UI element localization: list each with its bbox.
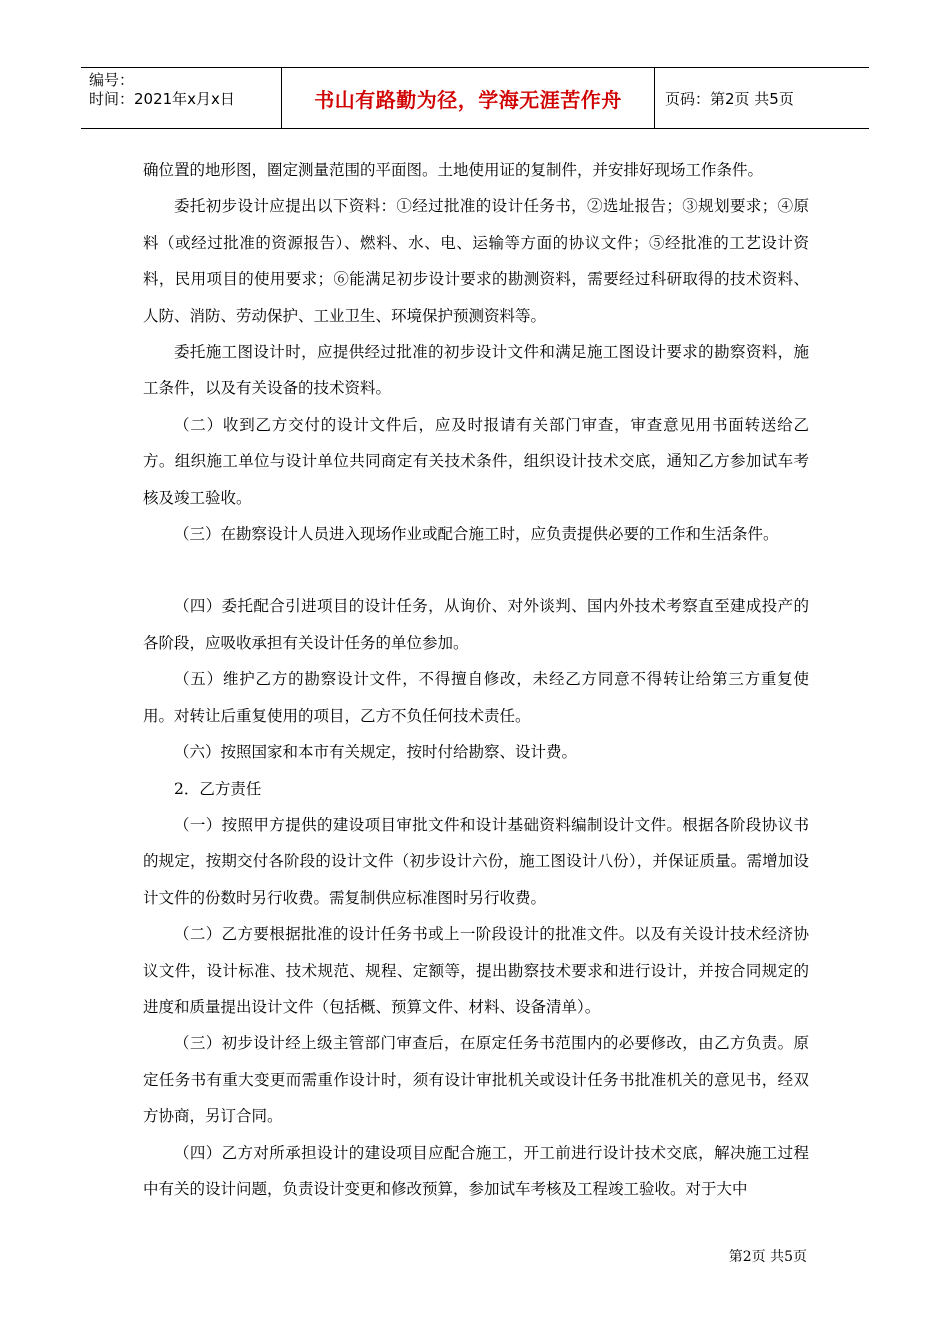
header-page-label: 页码：第2页 共5页 bbox=[665, 89, 794, 108]
paragraph: （二）乙方要根据批准的设计任务书或上一阶段设计的批准文件。以及有关设计技术经济协议文件，设计标准、技术规范、规程、定额等，提出勘察技术要求和进行设计，并按合同规定的进度和质量提出设计文件（包括概、预算文件、材料、设备清单）。 bbox=[143, 925, 809, 1016]
page-header bbox=[81, 67, 869, 129]
paragraph: （六）按照国家和本市有关规定，按时付给勘察、设计费。 bbox=[174, 743, 578, 762]
paragraph: 委托初步设计应提出以下资料：①经过批准的设计任务书，②选址报告；③规划要求；④原料（或经过批准的资源报告）、燃料、水、电、运输等方面的协议文件；⑤经批准的工艺设计资料，民用项目的使用要求；⑥能满足初步设计要求的勘测资料，需要经过科研取得的技术资料、人防、消防、劳动保护、工业卫生、环境保护预测资料等。 bbox=[143, 197, 809, 325]
document-body bbox=[143, 152, 809, 1207]
code-label: 编号： bbox=[89, 71, 135, 89]
paragraph: 确位置的地形图，圈定测量范围的平面图。土地使用证的复制件，并安排好现场工作条件。 bbox=[143, 161, 764, 179]
paragraph: （三）在勘察设计人员进入现场作业或配合施工时，应负责提供必要的工作和生活条件。 bbox=[174, 525, 779, 544]
time-label: 时间：2021年x月x日 bbox=[89, 90, 235, 108]
header-page-cell bbox=[655, 68, 869, 128]
paragraph: （三）初步设计经上级主管部门审查后，在原定任务书范围内的必要修改，由乙方负责。原定任务书有重大变更而需重作设计时，须有设计审批机关或设计任务书批准机关的意见书，经双方协商，另订合同。 bbox=[143, 1034, 809, 1126]
header-motto-cell bbox=[282, 68, 655, 128]
paragraph: 委托施工图设计时，应提供经过批准的初步设计文件和满足施工图设计要求的勘察资料，施工条件，以及有关设备的技术资料。 bbox=[143, 343, 809, 398]
section-heading: 2．乙方责任 bbox=[174, 779, 262, 798]
paragraph: （四）乙方对所承担设计的建设项目应配合施工，开工前进行设计技术交底，解决施工过程中有关的设计问题，负责设计变更和修改预算，参加试车考核及工程竣工验收。对于大中 bbox=[143, 1143, 809, 1198]
paragraph: （四）委托配合引进项目的设计任务，从询价、对外谈判、国内外技术考察直至建成投产的各阶段，应吸收承担有关设计任务的单位参加。 bbox=[143, 597, 809, 652]
motto-text: 书山有路勤为径，学海无涯苦作舟 bbox=[314, 87, 622, 112]
page-footer: 第2页 共5页 bbox=[728, 1249, 807, 1265]
paragraph: （一）按照甲方提供的建设项目审批文件和设计基础资料编制设计文件。根据各阶段协议书的规定，按期交付各阶段的设计文件（初步设计六份，施工图设计八份），并保证质量。需增加设计文件的份数时另行收费。需复制供应标准图时另行收费。 bbox=[143, 815, 809, 907]
header-meta bbox=[81, 68, 282, 128]
paragraph: （二）收到乙方交付的设计文件后，应及时报请有关部门审查，审查意见用书面转送给乙方。组织施工单位与设计单位共同商定有关技术条件，组织设计技术交底，通知乙方参加试车考核及竣工验收。 bbox=[143, 415, 809, 507]
paragraph: （五）维护乙方的勘察设计文件，不得擅自修改，未经乙方同意不得转让给第三方重复使用。对转让后重复使用的项目，乙方不负任何技术责任。 bbox=[143, 670, 809, 725]
